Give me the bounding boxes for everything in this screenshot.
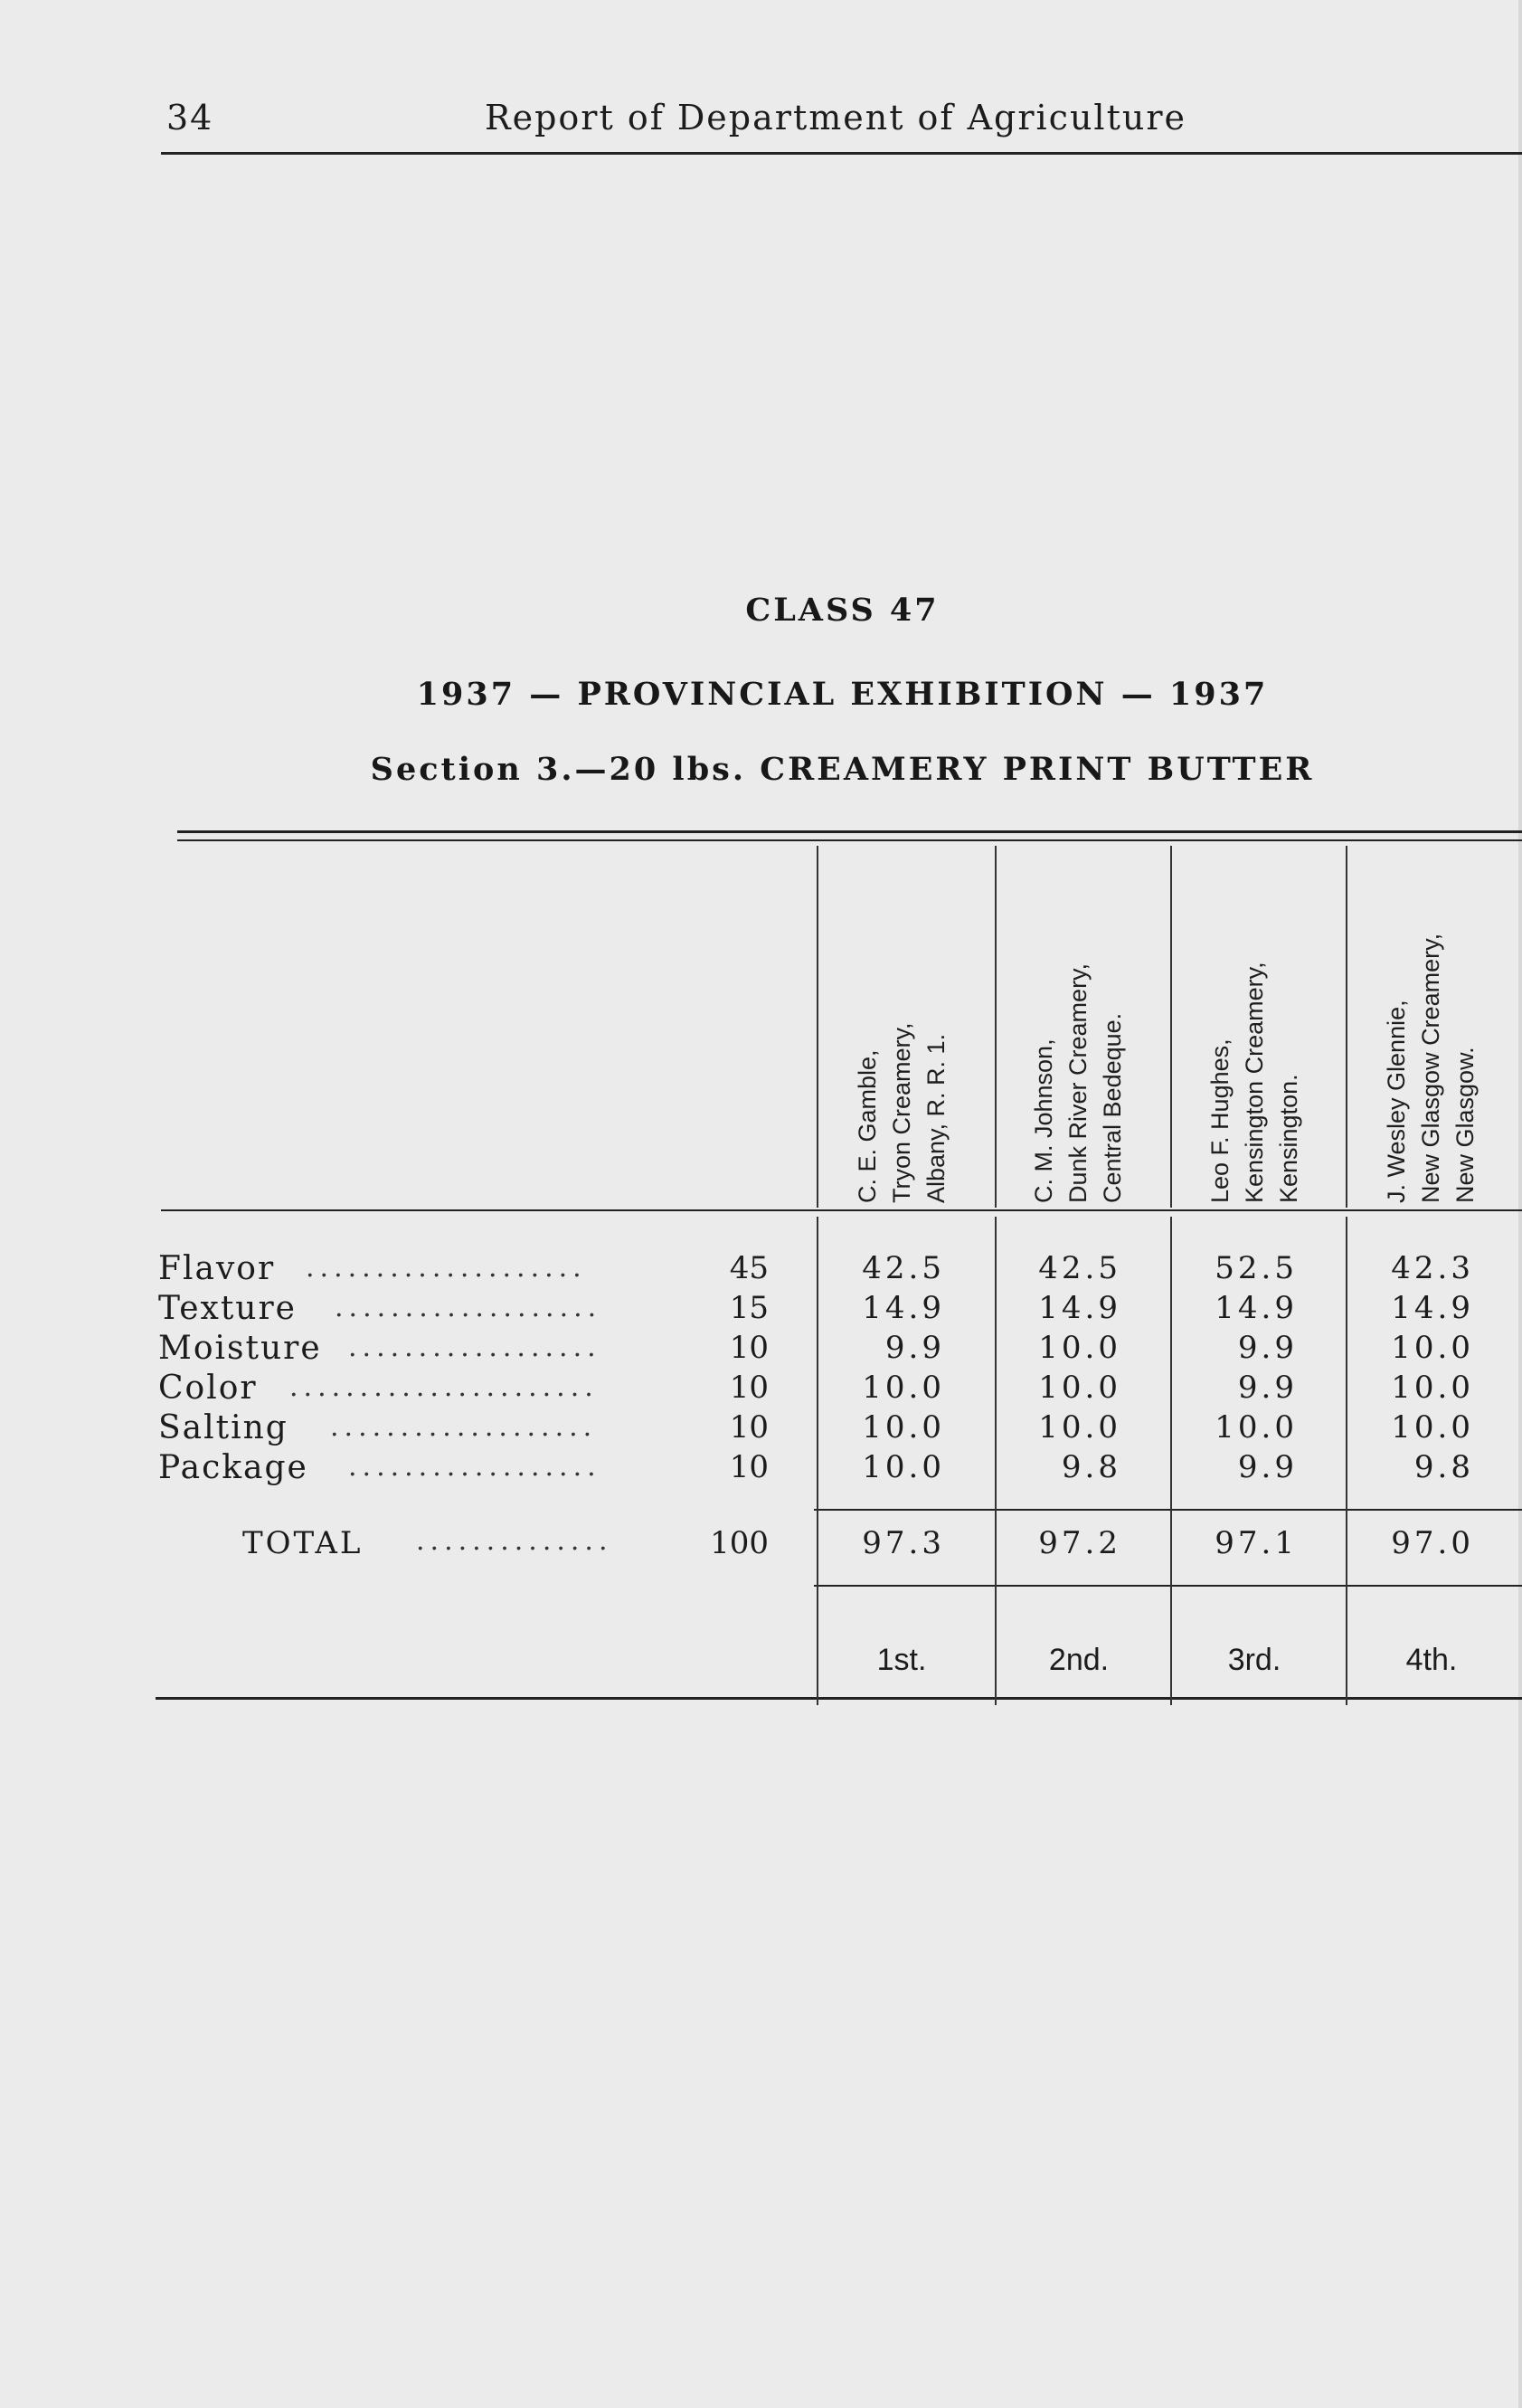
exhibitor-header — [1026, 905, 1180, 1203]
table-row — [0, 1409, 1522, 1449]
total-weight: 100 — [710, 1525, 769, 1561]
row-weight: 45 — [729, 1250, 769, 1286]
total-score: 97.2 — [1038, 1525, 1121, 1561]
row-weight: 10 — [729, 1330, 769, 1366]
score-cell: 9.9 — [1237, 1449, 1298, 1485]
score-cell: 10.0 — [1391, 1409, 1474, 1446]
score-cell: 10.0 — [1038, 1409, 1121, 1446]
row-label: Flavor — [158, 1250, 276, 1287]
exhibitor-creamery: Tryon Creamery, — [888, 1022, 915, 1203]
placing-cell: 1st. — [876, 1643, 927, 1677]
header-rule — [161, 152, 1522, 155]
page-edge — [1518, 0, 1522, 2408]
exhibitor-address: New Glasgow. — [1451, 1047, 1479, 1203]
row-weight: 10 — [729, 1370, 769, 1406]
header-bottom-rule — [161, 1209, 1522, 1211]
table-row — [0, 1290, 1522, 1330]
score-cell: 14.9 — [1215, 1290, 1298, 1326]
row-weight: 10 — [729, 1449, 769, 1485]
score-cell: 52.5 — [1215, 1250, 1298, 1286]
score-cell: 10.0 — [862, 1449, 945, 1485]
total-label: TOTAL — [242, 1525, 364, 1561]
exhibitor-creamery: Kensington Creamery, — [1241, 962, 1268, 1203]
exhibitor-name: C. E. Gamble, — [854, 1049, 881, 1203]
row-label: Package — [158, 1449, 308, 1486]
table-top-rule-inner — [177, 839, 1522, 841]
exhibitor-address: Albany, R. R. 1. — [922, 1033, 950, 1203]
table-bottom-rule — [156, 1697, 1522, 1700]
total-score: 97.0 — [1391, 1525, 1474, 1561]
column-divider — [817, 846, 818, 1208]
leader-dots: ................... — [335, 1292, 602, 1323]
leader-dots: .................. — [348, 1332, 601, 1363]
exhibitor-name: C. M. Johnson, — [1030, 1038, 1057, 1203]
total-score: 97.1 — [1215, 1525, 1298, 1561]
leader-dots: ...................... — [289, 1371, 599, 1403]
exhibitor-name: J. Wesley Glennie, — [1383, 1000, 1410, 1203]
placing-cell: 2nd. — [1048, 1643, 1110, 1677]
score-cell: 42.5 — [862, 1250, 945, 1286]
total-bottom-rule — [814, 1585, 1522, 1587]
score-cell: 9.9 — [1237, 1330, 1298, 1366]
row-weight: 10 — [729, 1409, 769, 1446]
row-label: Color — [158, 1370, 258, 1407]
score-cell: 42.3 — [1391, 1250, 1474, 1286]
exhibitor-header — [850, 905, 1004, 1203]
exhibitor-creamery: Dunk River Creamery, — [1064, 962, 1092, 1203]
table-row — [0, 1370, 1522, 1409]
exhibitor-name: Leo F. Hughes, — [1206, 1038, 1234, 1203]
exhibition-heading: 1937 — PROVINCIAL EXHIBITION — 1937 — [416, 676, 1269, 713]
score-cell: 42.5 — [1038, 1250, 1121, 1286]
section-heading: Section 3.—20 lbs. CREAMERY PRINT BUTTER — [370, 751, 1315, 788]
exhibitor-header — [1379, 905, 1522, 1203]
score-cell: 10.0 — [1038, 1370, 1121, 1406]
score-cell: 14.9 — [1391, 1290, 1474, 1326]
table-row — [0, 1250, 1522, 1290]
row-label: Texture — [158, 1290, 297, 1327]
table-top-rule — [177, 830, 1522, 833]
score-cell: 9.9 — [1237, 1370, 1298, 1406]
score-cell: 10.0 — [1391, 1330, 1474, 1366]
running-title: Report of Department of Agriculture — [485, 98, 1186, 137]
leader-dots: .............. — [416, 1525, 613, 1557]
score-cell: 10.0 — [1038, 1330, 1121, 1366]
score-cell: 10.0 — [862, 1409, 945, 1446]
score-cell: 9.8 — [1061, 1449, 1121, 1485]
total-top-rule — [814, 1509, 1522, 1511]
class-heading: CLASS 47 — [745, 592, 940, 629]
score-cell: 9.9 — [884, 1330, 945, 1366]
score-cell: 10.0 — [862, 1370, 945, 1406]
table-row — [0, 1449, 1522, 1489]
exhibitor-address: Central Bedeque. — [1099, 1012, 1126, 1203]
table-row — [0, 1330, 1522, 1370]
leader-dots: ................... — [330, 1411, 598, 1443]
total-score: 97.3 — [862, 1525, 945, 1561]
running-head — [161, 98, 1517, 152]
leader-dots: .................. — [348, 1451, 601, 1483]
row-weight: 15 — [729, 1290, 769, 1326]
leader-dots: .................... — [306, 1252, 587, 1284]
placing-cell: 3rd. — [1227, 1643, 1281, 1677]
page-number: 34 — [166, 98, 214, 137]
row-label: Salting — [158, 1409, 288, 1446]
score-cell: 14.9 — [1038, 1290, 1121, 1326]
exhibitor-creamery: New Glasgow Creamery, — [1417, 933, 1444, 1203]
exhibitor-address: Kensington. — [1275, 1074, 1302, 1203]
score-cell: 14.9 — [862, 1290, 945, 1326]
score-cell: 9.8 — [1413, 1449, 1474, 1485]
row-label: Moisture — [158, 1330, 322, 1367]
exhibitor-header — [1203, 905, 1357, 1203]
placing-cell: 4th. — [1405, 1643, 1458, 1677]
score-cell: 10.0 — [1391, 1370, 1474, 1406]
score-cell: 10.0 — [1215, 1409, 1298, 1446]
